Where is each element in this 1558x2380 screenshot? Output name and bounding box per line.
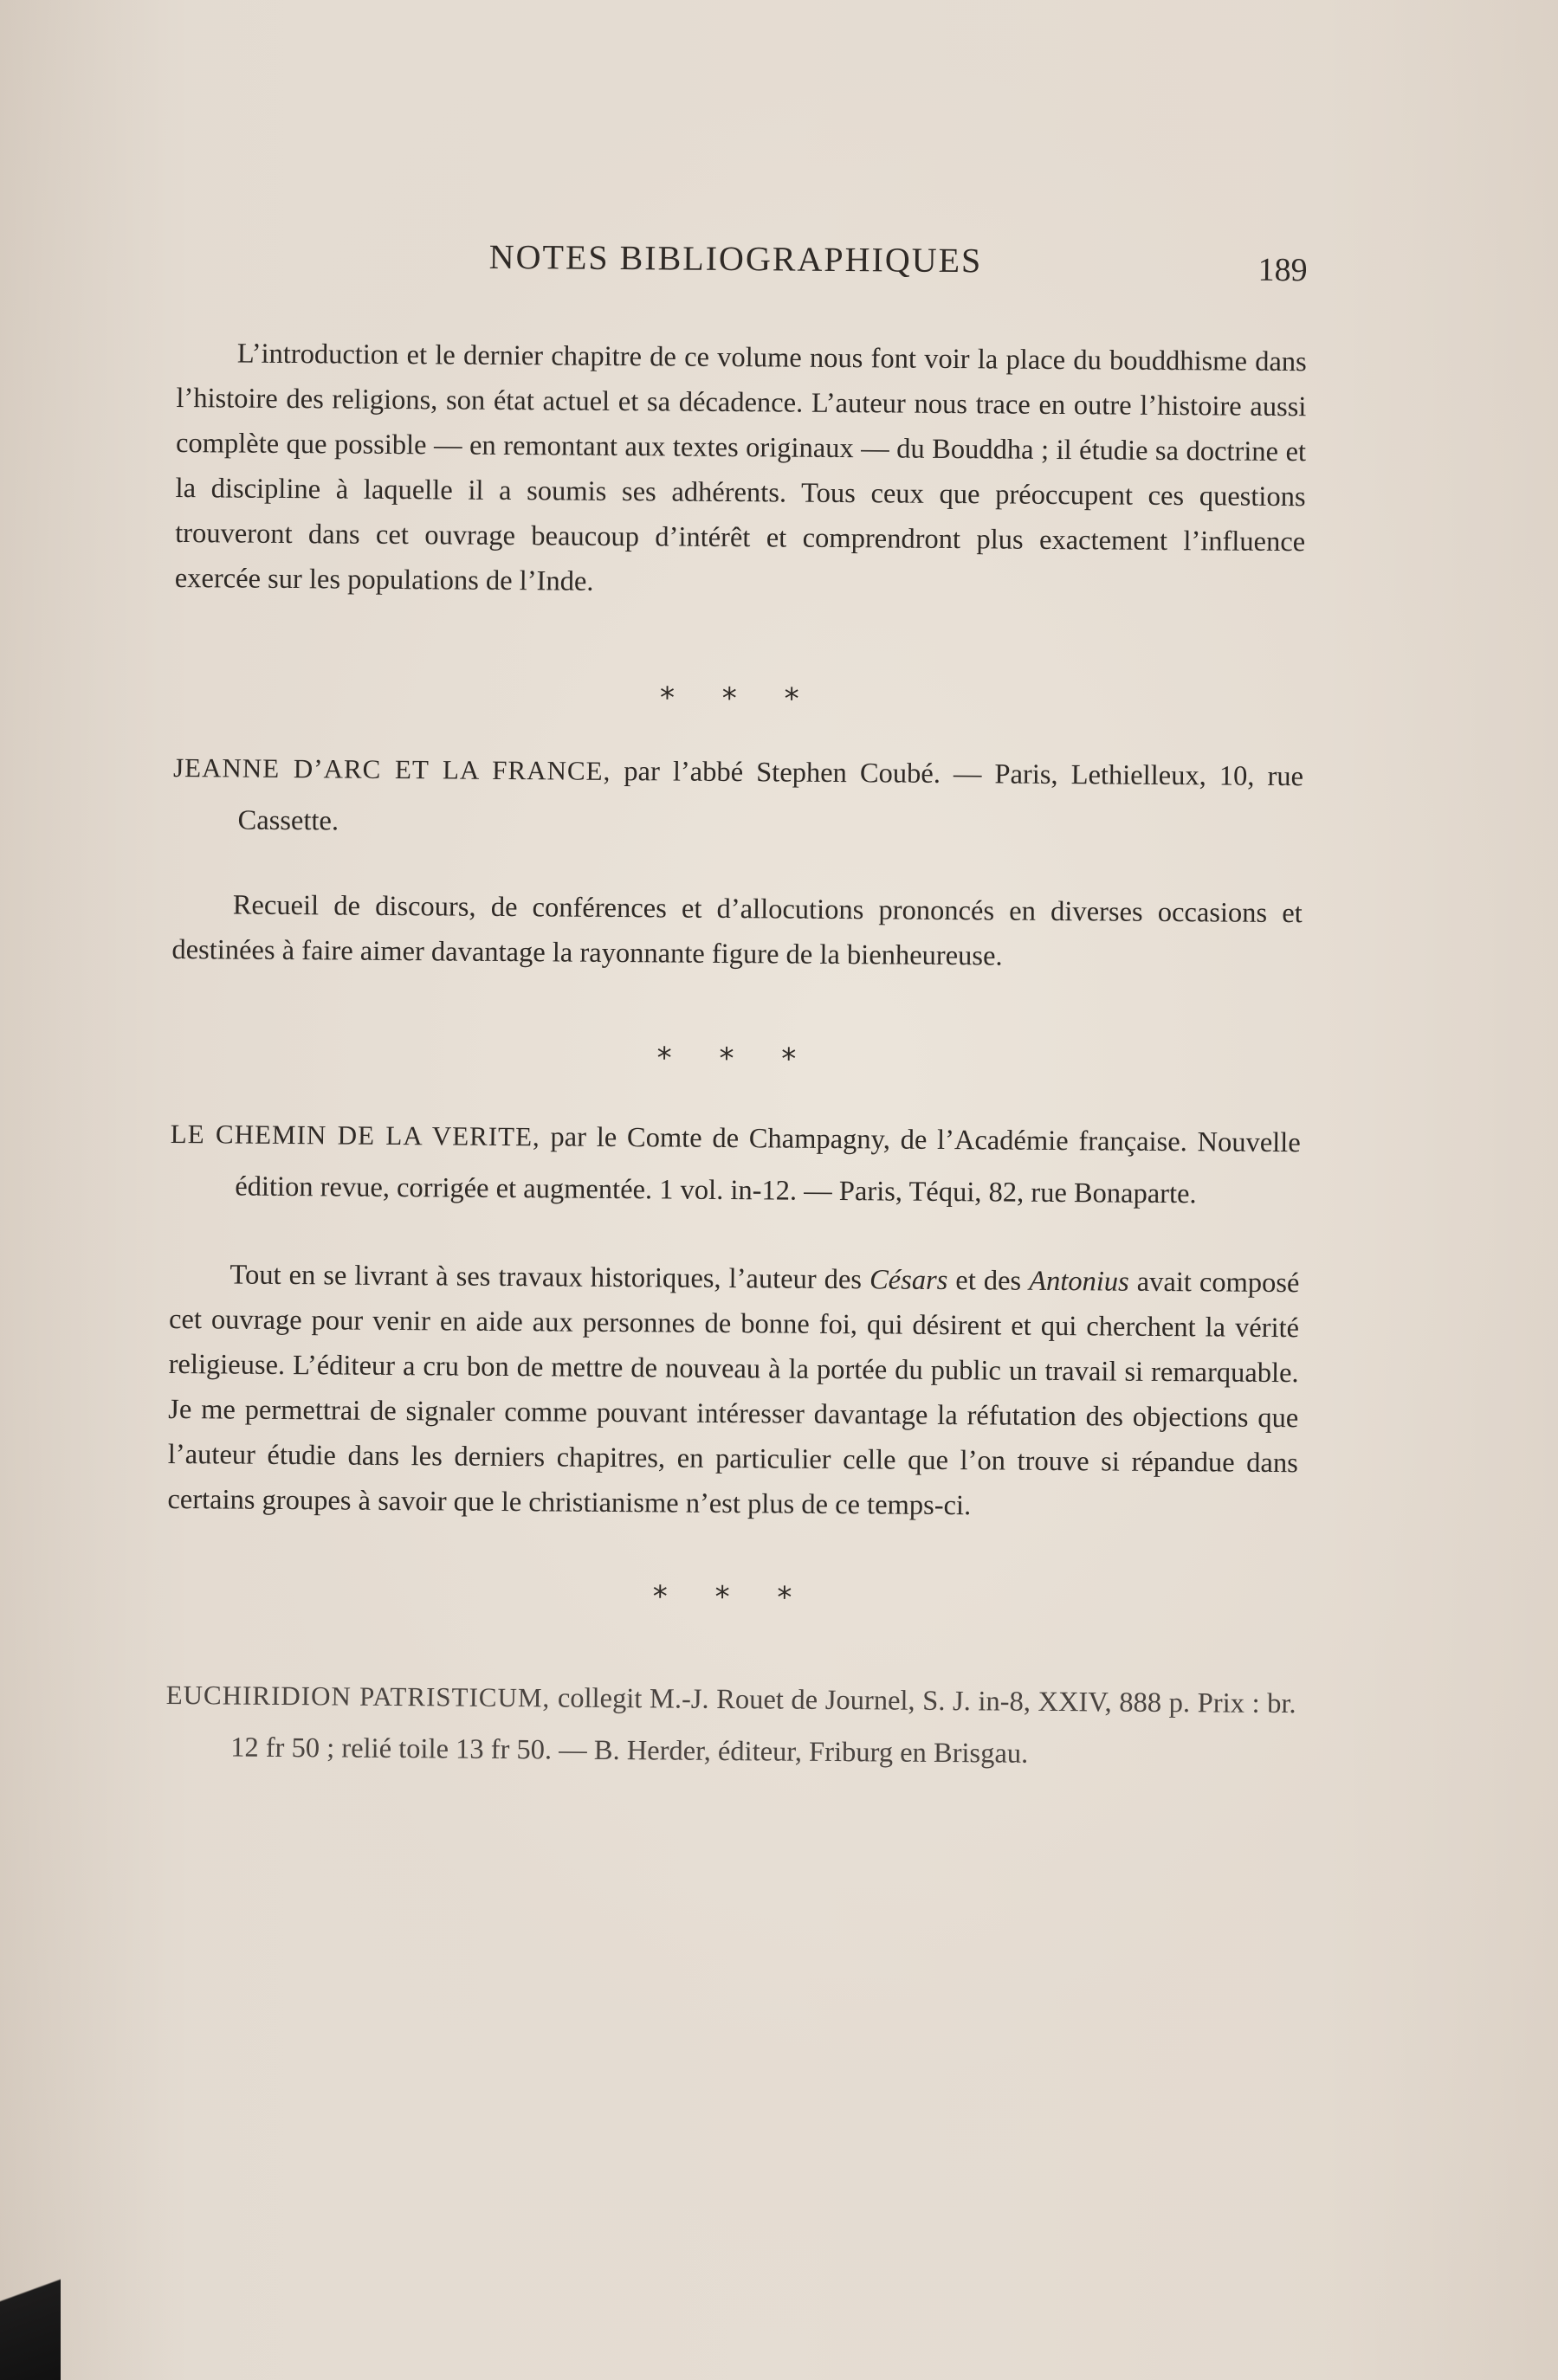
entry-heading xyxy=(165,1669,1296,1782)
entry-heading xyxy=(170,1108,1301,1221)
entry-title: JEANNE D’ARC ET LA FRANCE, xyxy=(172,751,611,786)
review-text: Tout en se livrant à ses travaux historiques, l’auteur des xyxy=(229,1259,870,1296)
running-head: NOTES BIBLIOGRAPHIQUES xyxy=(488,236,983,281)
section-separator: * * * xyxy=(659,680,818,717)
entry-details: collegit M.-J. Rouet de Journel, S. J. in-8, XXIV, 888 p. Prix : br. 12 fr 50 ; relié toile 13 fr 50. — B. Herder, éditeur, Friburg en Brisgau. xyxy=(230,1682,1296,1770)
entry-title: EUCHIRIDION PATRISTICUM, xyxy=(165,1679,551,1713)
entry-review xyxy=(167,1252,1299,1531)
review-text: avait composé cet ouvrage pour venir en aide aux personnes de bonne foi, qui désirent et qui cherchent la vérité religieuse. L’éditeur a cru bon de mettre de nouveau à la portée du public un travail si remarquable. Je me permettrai de signaler comme pouvant intéresser davantage la réfutation des objections que l’auteur étudie dans les derniers chapitres, en particulier celle que l’on trouve si répandue dans certains groupes à savoir que le christianisme n’est plus de ce temps-ci. xyxy=(167,1266,1300,1522)
entry-title: LE CHEMIN DE LA VERITE, xyxy=(170,1118,540,1152)
section-separator: * * * xyxy=(656,1041,816,1077)
book-spine-shadow xyxy=(0,2233,61,2380)
page-header xyxy=(177,225,1308,303)
section-separator: * * * xyxy=(652,1579,811,1616)
italic-title: Césars xyxy=(869,1264,948,1297)
entry-details: par le Comte de Champagny, de l’Académie française. Nouvelle édition revue, corrigée et augmentée. 1 vol. in-12. — Paris, Téqui, 82, rue Bonaparte. xyxy=(235,1121,1301,1210)
review-text: et des xyxy=(947,1265,1030,1297)
entry-details: par l’abbé Stephen Coubé. — Paris, Lethielleux, 10, rue Cassette. xyxy=(237,755,1304,837)
entry-heading xyxy=(172,742,1303,855)
page-number: 189 xyxy=(1257,251,1308,289)
page-text-block xyxy=(165,225,1308,1782)
entry-review: Recueil de discours, de conférences et d’allocutions prononcés en diverses occasions et destinées à faire aimer davantage la rayonnante figure de la bienheureuse. xyxy=(171,889,1303,972)
italic-title: Antonius xyxy=(1029,1265,1129,1298)
intro-paragraph: L’introduction et le dernier chapitre de ce volume nous font voir la place du bouddhisme dans l’histoire des religions, son état actuel et sa décadence. L’auteur nous trace en outre l’histoire aussi complète que possible — en remontant aux textes originaux — du Bouddha ; il étudie sa doctrine et la discipline à laquelle il a soumis ses adhérents. Tous ceux que préoccupent ces questions trouveront dans cet ouvrage beaucoup d’intérêt et comprendront plus exactement l’influence exercée sur les populations de l’Inde. xyxy=(174,338,1307,597)
